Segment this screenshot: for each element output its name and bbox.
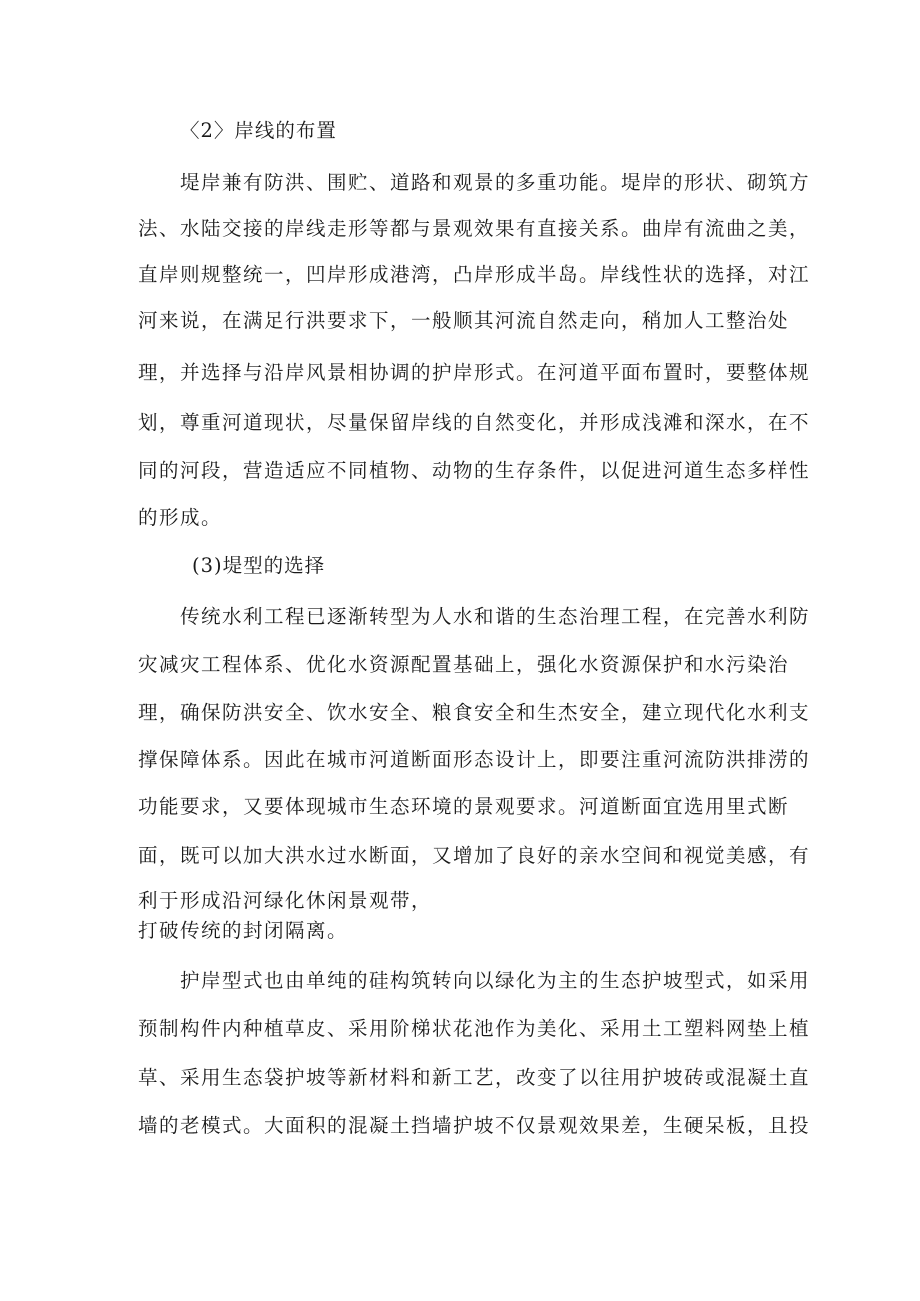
paragraph-2-line-8: 打破传统的封闭隔离。 [138, 919, 349, 942]
paragraph-3-line-3: 草、采用生态袋护坡等新材料和新工艺，改变了以往用护坡砖或混凝土直 [138, 1066, 811, 1089]
paragraph-1-line-2: 法、水陆交接的岸线走形等都与景观效果有直接关系。曲岸有流曲之美， [138, 217, 811, 240]
section-heading-2: 〈2〉岸线的布置 [180, 119, 337, 142]
paragraph-1-line-6: 划，尊重河道现状，尽量保留岸线的自然变化，并形成浅滩和深水，在不 [138, 411, 811, 434]
paragraph-1-line-5: 理，并选择与沿岸风景相协调的护岸形式。在河道平面布置时，要整体规 [138, 361, 811, 384]
paragraph-2-line-6: 面，既可以加大洪水过水断面，又增加了良好的亲水空间和视觉美感，有 [138, 844, 811, 867]
paragraph-1-line-4: 河来说，在满足行洪要求下，一般顺其河流自然走向，稍加人工整治处 [138, 309, 790, 332]
paragraph-1-line-8: 的形成。 [138, 506, 223, 529]
paragraph-3-line-2: 预制构件内种植草皮、采用阶梯状花池作为美化、采用土工塑料网垫上植 [138, 1017, 811, 1040]
section-heading-3: (3)堤型的选择 [192, 554, 326, 577]
paragraph-2-line-4: 撑保障体系。因此在城市河道断面形态设计上，即要注重河流防洪排涝的 [138, 748, 811, 771]
paragraph-2-line-5: 功能要求，又要体现城市生态环境的景观要求。河道断面宜选用里式断 [138, 795, 790, 818]
paragraph-2-line-2: 灾减灾工程体系、优化水资源配置基础上，强化水资源保护和水污染治 [138, 653, 790, 676]
paragraph-2-line-1: 传统水利工程已逐渐转型为人水和谐的生态治理工程，在完善水利防 [180, 605, 811, 628]
paragraph-2-line-3: 理，确保防洪安全、饮水安全、粮食安全和生杰安全，建立现代化水利支 [138, 701, 811, 724]
paragraph-1-line-1: 堤岸兼有防洪、围贮、道路和观景的多重功能。堤岸的形状、砌筑方 [180, 171, 811, 194]
paragraph-3-line-1: 护岸型式也由单纯的硅构筑转向以绿化为主的生态护坡型式，如采用 [180, 969, 811, 992]
paragraph-1-line-7: 同的河段，营造适应不同植物、动物的生存条件，以促进河道生态多样性 [138, 459, 811, 482]
paragraph-2-line-7: 利于形成沿河绿化休闲景观带， [138, 889, 433, 912]
paragraph-1-line-3: 直岸则规整统一，凹岸形成港湾，凸岸形成半岛。岸线性状的选择，对江 [138, 263, 811, 286]
paragraph-3-line-4: 墙的老模式。大面积的混凝土挡墙护坡不仅景观效果差，生硬呆板，且投 [138, 1114, 811, 1137]
